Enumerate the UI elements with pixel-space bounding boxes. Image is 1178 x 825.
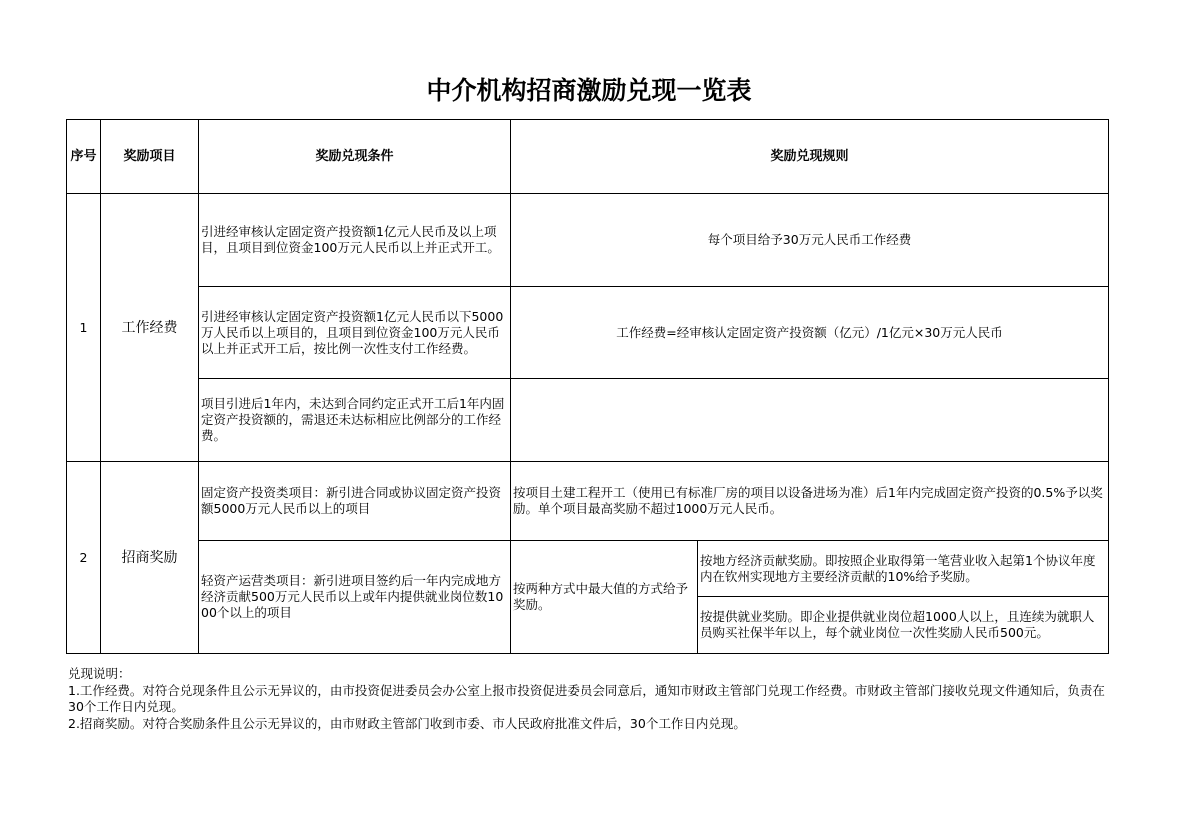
header-rule: 奖励兑现规则 bbox=[511, 120, 1109, 194]
award-table bbox=[66, 119, 1109, 654]
rule-cell: 按项目土建工程开工（使用已有标准厂房的项目以设备进场为准）后1年内完成固定资产投资的0.5%予以奖励。单个项目最高奖励不超过1000万元人民币。 bbox=[511, 462, 1109, 541]
notes-heading: 兑现说明： bbox=[68, 666, 131, 681]
table-row bbox=[67, 379, 1109, 462]
table-row bbox=[67, 287, 1109, 379]
page-title: 中介机构招商激励兑现一览表 bbox=[426, 76, 752, 105]
rule-cell-economic: 按地方经济贡献奖励。即按照企业取得第一笔营业收入起第1个协议年度内在钦州实现地方主要经济贡献的10%给予奖励。 bbox=[698, 541, 1109, 597]
header-condition: 奖励兑现条件 bbox=[199, 120, 511, 194]
header-seq: 序号 bbox=[67, 120, 101, 194]
seq-cell: 2 bbox=[67, 462, 101, 654]
notes-line-2: 2.招商奖励。对符合奖励条件且公示无异议的，由市财政主管部门收到市委、市人民政府批准文件后，30个工作日内兑现。 bbox=[68, 715, 746, 731]
item-cell-investment-reward: 招商奖励 bbox=[101, 462, 199, 654]
notes-line-1: 1.工作经费。对符合兑现条件且公示无异议的，由市投资促进委员会办公室上报市投资促进委员会同意后，通知市财政主管部门兑现工作经费。市财政主管部门接收兑现文件通知后，负责在30个工作日内兑现。 bbox=[68, 682, 1105, 714]
rule-cell-empty bbox=[511, 379, 1109, 462]
condition-cell: 引进经审核认定固定资产投资额1亿元人民币及以上项目，且项目到位资金100万元人民币以上并正式开工。 bbox=[199, 194, 511, 287]
notes bbox=[68, 666, 1108, 732]
table-row bbox=[67, 462, 1109, 541]
condition-cell: 引进经审核认定固定资产投资额1亿元人民币以下5000万人民币以上项目的，且项目到位资金100万元人民币以上并正式开工后，按比例一次性支付工作经费。 bbox=[199, 287, 511, 379]
method-cell: 按两种方式中最大值的方式给予奖励。 bbox=[511, 541, 698, 654]
header-item: 奖励项目 bbox=[101, 120, 199, 194]
header-row bbox=[67, 120, 1109, 194]
condition-cell: 固定资产投资类项目：新引进合同或协议固定资产投资额5000万元人民币以上的项目 bbox=[199, 462, 511, 541]
condition-cell: 轻资产运营类项目：新引进项目签约后一年内完成地方经济贡献500万元人民币以上或年内提供就业岗位数1000个以上的项目 bbox=[199, 541, 511, 654]
table-row bbox=[67, 541, 1109, 597]
condition-cell: 项目引进后1年内，未达到合同约定正式开工后1年内固定资产投资额的，需退还未达标相应比例部分的工作经费。 bbox=[199, 379, 511, 462]
rule-cell: 工作经费=经审核认定固定资产投资额（亿元）/1亿元×30万元人民币 bbox=[511, 287, 1109, 379]
seq-cell: 1 bbox=[67, 194, 101, 462]
table-row bbox=[67, 194, 1109, 287]
item-cell-work-fund: 工作经费 bbox=[101, 194, 199, 462]
rule-cell-employment: 按提供就业奖励。即企业提供就业岗位超1000人以上，且连续为就职人员购买社保半年以上，每个就业岗位一次性奖励人民币500元。 bbox=[698, 597, 1109, 654]
rule-cell: 每个项目给予30万元人民币工作经费 bbox=[511, 194, 1109, 287]
